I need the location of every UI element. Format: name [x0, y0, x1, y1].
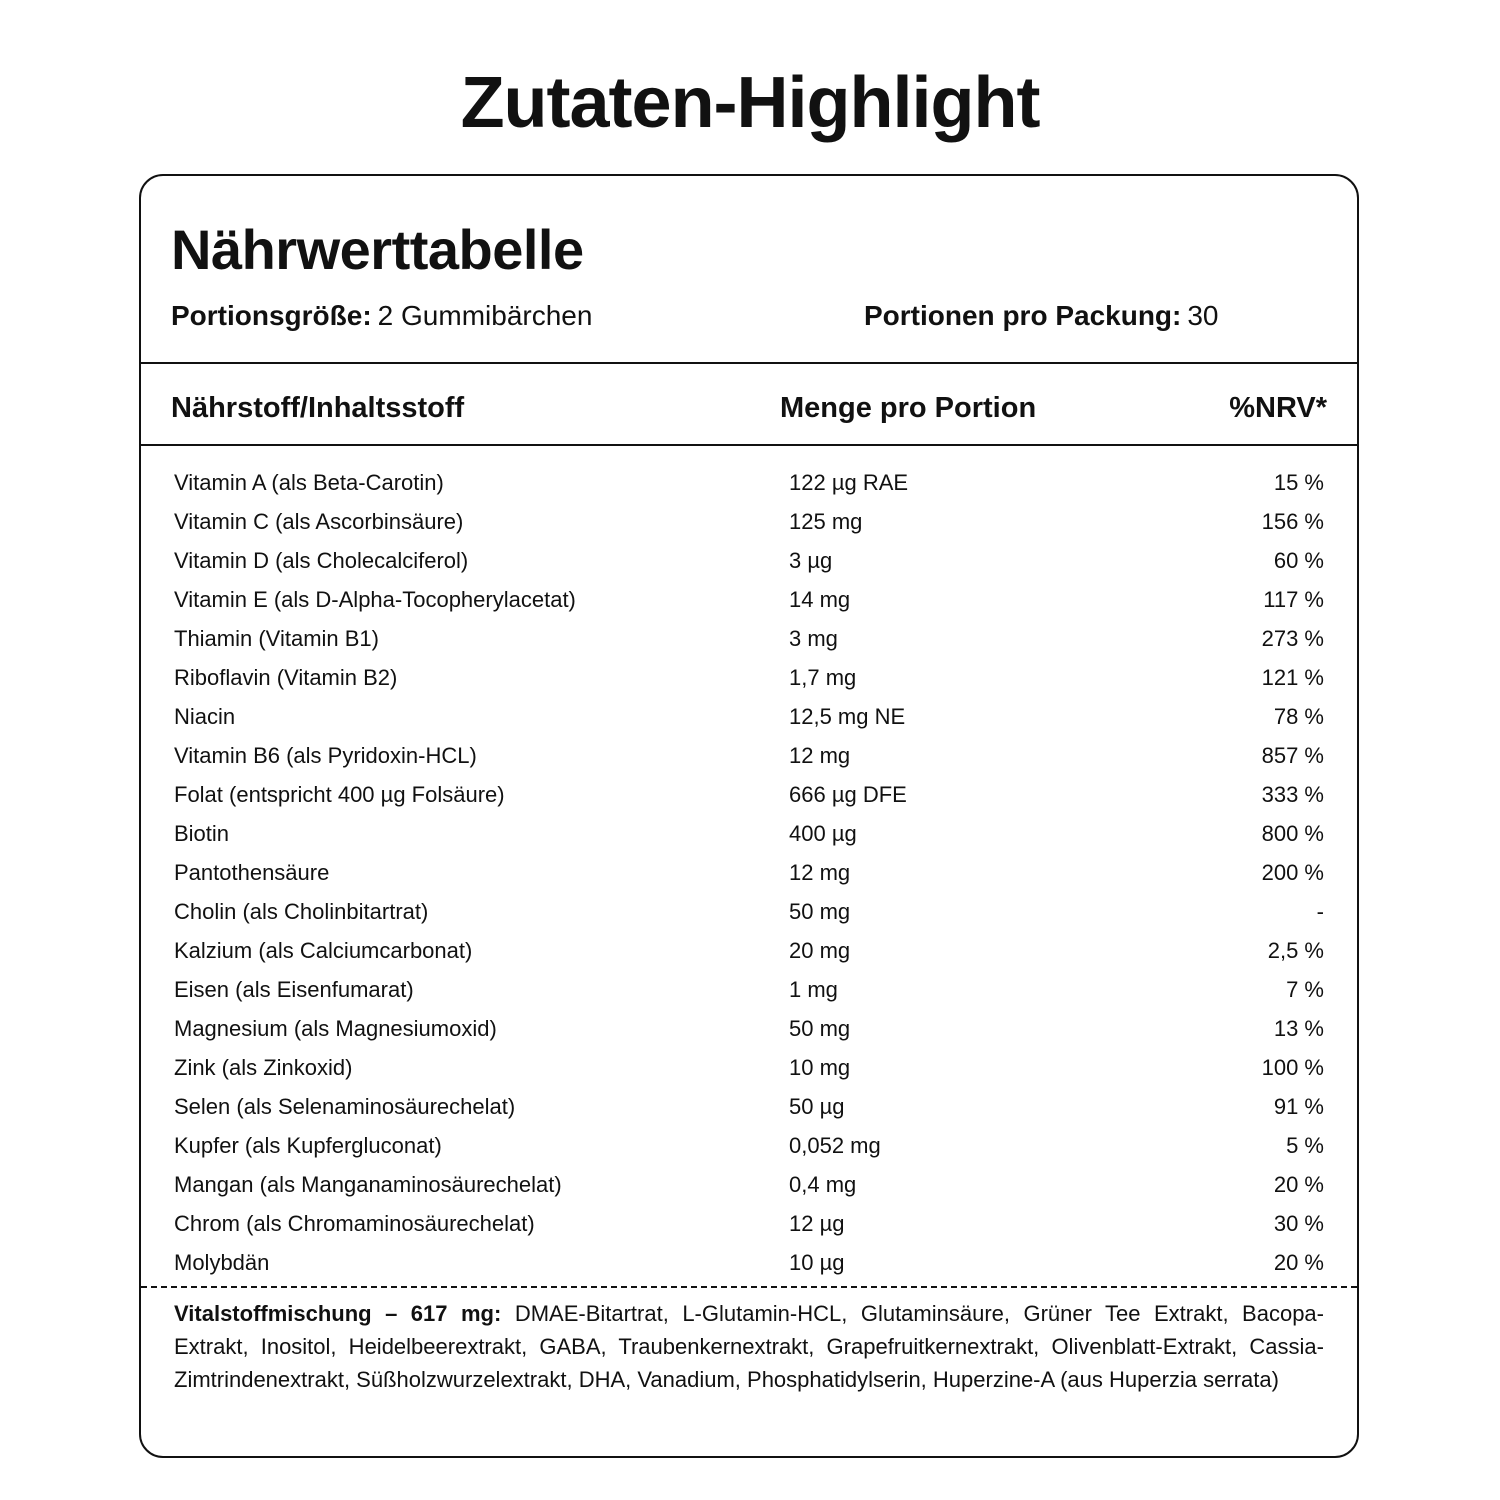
- nutrition-table-card: [139, 174, 1359, 1458]
- table-title: Nährwerttabelle: [171, 218, 584, 281]
- servings-per-pack-value: 30: [1187, 300, 1219, 331]
- table-row: [141, 1243, 1357, 1282]
- table-row: [141, 502, 1357, 541]
- nutrient-name: Niacin: [174, 704, 236, 729]
- nutrient-name: Pantothensäure: [174, 860, 330, 885]
- blend-ingredients: DMAE-Bitartrat, L-Glutamin-HCL, Glutaminsäure, Grüner Tee Extrakt, Bacopa-Extrakt, Inositol, Heidelbeerextrakt, GABA, Traubenkernextrakt, Grapefruitkernextrakt, Olivenblatt-Extrakt, Cassia-Zimtrindenextrakt, Süßholzwurzelextrakt, DHA, Vanadium, Phosphatidylserin, Huperzine-A (aus Huperzia serrata): [174, 1301, 1324, 1392]
- table-row: [141, 814, 1357, 853]
- nutrient-nrv: 60 %: [1273, 548, 1324, 573]
- table-row: [141, 775, 1357, 814]
- nutrient-nrv: 156 %: [1261, 509, 1324, 534]
- nutrient-name: Kalzium (als Calciumcarbonat): [174, 938, 473, 963]
- serving-size-label: Portionsgröße:: [171, 300, 372, 331]
- nutrient-name: Zink (als Zinkoxid): [174, 1055, 353, 1080]
- nutrient-amount: 0,4 mg: [789, 1172, 857, 1197]
- nutrient-name: Mangan (als Manganaminosäurechelat): [174, 1172, 562, 1197]
- header-divider: [141, 444, 1357, 446]
- table-row: [141, 892, 1357, 931]
- nutrient-name: Cholin (als Cholinbitartrat): [174, 899, 429, 924]
- nutrient-nrv: 800 %: [1261, 821, 1324, 846]
- table-row: [141, 1087, 1357, 1126]
- table-row: [141, 736, 1357, 775]
- nutrient-amount: 12 mg: [789, 860, 851, 885]
- nutrient-name: Thiamin (Vitamin B1): [174, 626, 379, 651]
- nutrient-name: Eisen (als Eisenfumarat): [174, 977, 414, 1002]
- nutrient-amount: 122 µg RAE: [789, 470, 909, 495]
- nutrient-amount: 3 mg: [789, 626, 838, 651]
- table-row: [141, 853, 1357, 892]
- nutrient-amount: 666 µg DFE: [789, 782, 907, 807]
- nutrient-name: Kupfer (als Kupfergluconat): [174, 1133, 442, 1158]
- nutrient-name: Selen (als Selenaminosäurechelat): [174, 1094, 516, 1119]
- nutrient-nrv: 857 %: [1261, 743, 1324, 768]
- nutrient-amount: 1,7 mg: [789, 665, 857, 690]
- nutrient-amount: 12 mg: [789, 743, 851, 768]
- table-row: [141, 970, 1357, 1009]
- dashed-divider: [141, 1286, 1357, 1288]
- serving-size: [171, 296, 592, 336]
- nutrient-nrv: 200 %: [1261, 860, 1324, 885]
- table-row: [141, 541, 1357, 580]
- nutrient-amount: 10 µg: [789, 1250, 845, 1275]
- column-header-amount: Menge pro Portion: [780, 392, 1037, 424]
- nutrient-name: Vitamin C (als Ascorbinsäure): [174, 509, 464, 534]
- servings-per-pack: [864, 296, 1219, 336]
- table-row: [141, 1204, 1357, 1243]
- nutrient-name: Vitamin E (als D-Alpha-Tocopherylacetat): [174, 587, 576, 612]
- nutrient-amount: 10 mg: [789, 1055, 851, 1080]
- table-row: [141, 1009, 1357, 1048]
- table-row: [141, 931, 1357, 970]
- nutrient-amount: 1 mg: [789, 977, 838, 1002]
- nutrient-nrv: 91 %: [1273, 1094, 1324, 1119]
- table-row: [141, 1165, 1357, 1204]
- column-header-nutrient: Nährstoff/Inhaltsstoff: [171, 392, 465, 424]
- table-row: [141, 463, 1357, 502]
- nutrient-name: Magnesium (als Magnesiumoxid): [174, 1016, 497, 1041]
- nutrient-nrv: 15 %: [1273, 470, 1324, 495]
- nutrient-amount: 400 µg: [789, 821, 857, 846]
- nutrient-nrv: 13 %: [1273, 1016, 1324, 1041]
- table-row: [141, 697, 1357, 736]
- table-row: [141, 580, 1357, 619]
- nutrient-name: Chrom (als Chromaminosäurechelat): [174, 1211, 535, 1236]
- nutrient-amount: 50 mg: [789, 1016, 851, 1041]
- nutrient-name: Riboflavin (Vitamin B2): [174, 665, 398, 690]
- divider: [141, 362, 1357, 364]
- nutrient-nrv: 78 %: [1273, 704, 1324, 729]
- nutrient-amount: 12 µg: [789, 1211, 845, 1236]
- nutrient-nrv: 121 %: [1261, 665, 1324, 690]
- servings-per-pack-label: Portionen pro Packung:: [864, 300, 1182, 331]
- nutrient-name: Folat (entspricht 400 µg Folsäure): [174, 782, 505, 807]
- nutrient-amount: 20 mg: [789, 938, 851, 963]
- nutrient-amount: 3 µg: [789, 548, 833, 573]
- nutrient-nrv: 7 %: [1286, 977, 1324, 1002]
- nutrient-name: Molybdän: [174, 1250, 270, 1275]
- nutrient-nrv: 117 %: [1263, 587, 1324, 612]
- nutrient-nrv: 273 %: [1261, 626, 1324, 651]
- nutrient-amount: 0,052 mg: [789, 1133, 881, 1158]
- nutrient-name: Vitamin D (als Cholecalciferol): [174, 548, 469, 573]
- nutrient-nrv: 20 %: [1273, 1250, 1324, 1275]
- serving-size-value: 2 Gummibärchen: [377, 300, 593, 331]
- table-row: [141, 1048, 1357, 1087]
- nutrient-amount: 14 mg: [789, 587, 851, 612]
- nutrient-name: Vitamin B6 (als Pyridoxin-HCL): [174, 743, 477, 768]
- page-title: Zutaten-Highlight: [460, 63, 1040, 143]
- blend-label: Vitalstoffmischung – 617 mg:: [174, 1301, 502, 1326]
- table-row: [141, 1126, 1357, 1165]
- nutrient-amount: 125 mg: [789, 509, 863, 534]
- nutrient-rows: [141, 463, 1357, 1282]
- vital-blend-note: [174, 1297, 1324, 1396]
- nutrient-nrv: 5 %: [1286, 1133, 1324, 1158]
- nutrient-nrv: 30 %: [1273, 1211, 1324, 1236]
- nutrient-nrv: 100 %: [1261, 1055, 1324, 1080]
- column-header-nrv: %NRV*: [1229, 392, 1327, 424]
- table-row: [141, 658, 1357, 697]
- nutrient-name: Biotin: [174, 821, 230, 846]
- table-row: [141, 619, 1357, 658]
- nutrient-name: Vitamin A (als Beta-Carotin): [174, 470, 444, 495]
- nutrient-amount: 50 µg: [789, 1094, 845, 1119]
- nutrient-nrv: 20 %: [1273, 1172, 1324, 1197]
- nutrient-nrv: -: [1316, 899, 1324, 924]
- nutrient-amount: 12,5 mg NE: [789, 704, 906, 729]
- nutrient-amount: 50 mg: [789, 899, 851, 924]
- nutrient-nrv: 333 %: [1261, 782, 1324, 807]
- nutrient-nrv: 2,5 %: [1267, 938, 1324, 963]
